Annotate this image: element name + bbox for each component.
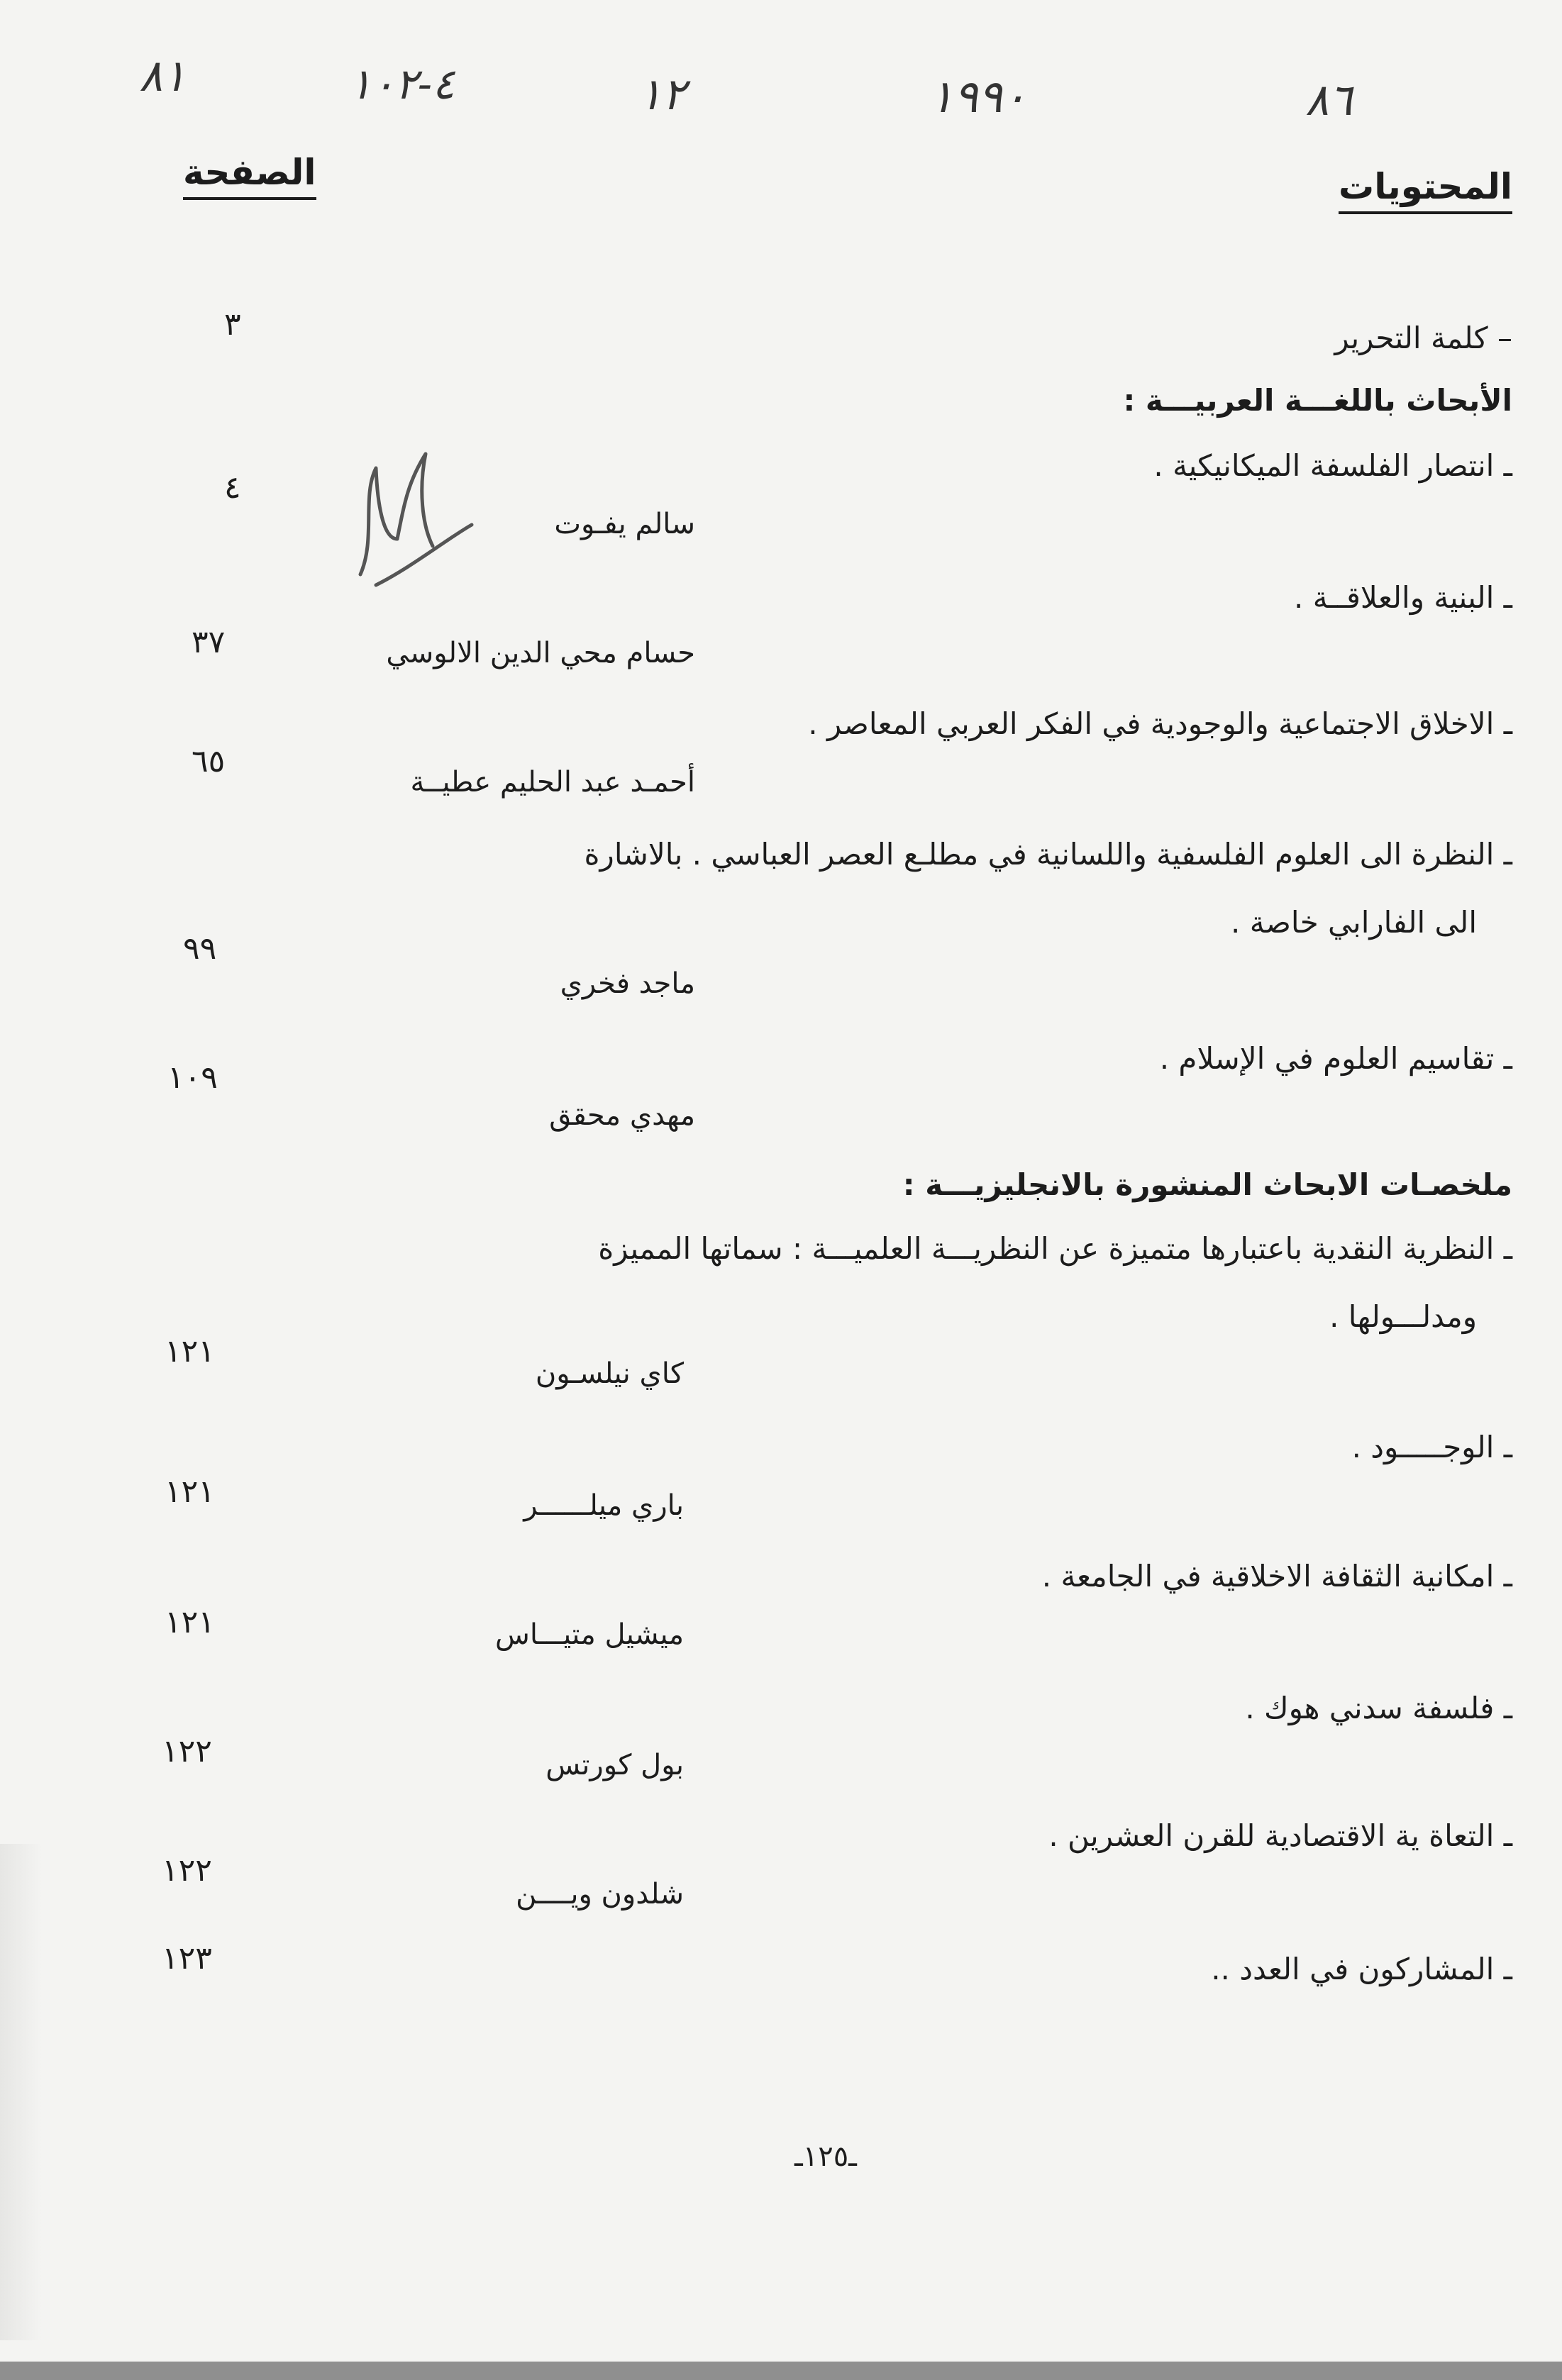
toc-entry-author: بول كورتس <box>545 1749 684 1781</box>
toc-entry-author: شلدون ويــــن <box>516 1878 684 1911</box>
toc-entry-title: ـ الوجـــــود . <box>1351 1430 1512 1464</box>
toc-entry-author: مهدي محقق <box>549 1099 695 1132</box>
toc-entry-title: ـ فلسفة سدني هوك . <box>1245 1691 1512 1725</box>
toc-entry-page: ٩٩ <box>183 930 217 967</box>
toc-entry-page: ١٢١ <box>165 1474 215 1510</box>
toc-entry-author: كاي نيلسـون <box>535 1357 684 1390</box>
page-heading: الصفحة <box>183 152 316 200</box>
toc-entry-title: ـ النظرة الى العلوم الفلسفية واللسانية في مطلـع العصر العباسي . بالاشارة <box>584 837 1512 872</box>
toc-entry-page: ٣ <box>224 306 241 343</box>
toc-entry-page: ١٠٩ <box>167 1060 218 1096</box>
handwritten-issue: ١٢ <box>638 68 686 120</box>
handwritten-code: ٤-١٠٢ <box>349 60 455 109</box>
toc-entry-title: ـ امكانية الثقافة الاخلاقية في الجامعة . <box>1041 1559 1512 1594</box>
toc-entry-author: ميشيل متيـــاس <box>495 1618 684 1651</box>
toc-entry-page: ١٢٢ <box>162 1852 212 1889</box>
toc-entry-title: ـ النظرية النقدية باعتبارها متميزة عن النظريـــة العلميـــة : سماتها المميزة <box>598 1231 1512 1266</box>
toc-entry-title: ـ البنية والعلاقــة . <box>1294 580 1512 615</box>
toc-entry-page: ١٢١ <box>165 1604 215 1640</box>
toc-entry-author: باري ميلــــــر <box>524 1489 684 1522</box>
toc-entry-title: ـ التعاة ية الاقتصادية للقرن العشرين . <box>1048 1818 1512 1853</box>
toc-entry-title: ـ تقاسيم العلوم في الإسلام . <box>1159 1041 1512 1076</box>
toc-entry-page: ٣٧ <box>192 624 226 660</box>
toc-entry-title: ـ المشاركون في العدد .. <box>1211 1952 1512 1986</box>
toc-entry-title: ـ انتصار الفلسفة الميكانيكية . <box>1153 448 1512 483</box>
toc-entry-page: ٤ <box>224 469 241 506</box>
handwritten-ref: ٨١ <box>139 50 187 101</box>
toc-entry-title: – كلمة التحرير <box>1334 321 1512 355</box>
handwritten-year: ١٩٩٠ <box>929 71 1027 123</box>
toc-entry-title: ـ الاخلاق الاجتماعية والوجودية في الفكر العربي المعاصر . <box>808 706 1512 741</box>
toc-entry-author: حسام محي الدين الالوسي <box>386 637 695 669</box>
toc-entry-page: ١٢٢ <box>162 1733 212 1769</box>
handwritten-check-mark <box>333 433 475 596</box>
toc-entry-page: ١٢٣ <box>162 1940 212 1976</box>
section-heading-arabic: الأبحاث باللغـــة العربيـــة : <box>1123 383 1512 418</box>
toc-entry-author: ماجد فخري <box>560 967 695 1000</box>
toc-entry-page: ١٢١ <box>165 1333 215 1369</box>
toc-entry-title-continued: الى الفارابي خاصة . <box>1231 905 1477 940</box>
contents-heading: المحتويات <box>1339 166 1512 214</box>
toc-entry-page: ٦٥ <box>192 743 226 779</box>
scan-shadow <box>0 1844 43 2340</box>
handwritten-no: ٨٦ <box>1305 74 1353 126</box>
toc-entry-author: سالم يفـوت <box>554 508 695 540</box>
footer-page-number: ـ١٢٥ـ <box>794 2140 857 2173</box>
section-heading-english: ملخصـات الابحاث المنشورة بالانجليزيـــة : <box>902 1167 1512 1202</box>
scan-bottom-edge <box>0 2362 1562 2380</box>
toc-entry-author: أحمـد عبد الحليم عطيــة <box>410 766 695 799</box>
toc-entry-title-continued: ومدلـــولها . <box>1329 1299 1477 1334</box>
